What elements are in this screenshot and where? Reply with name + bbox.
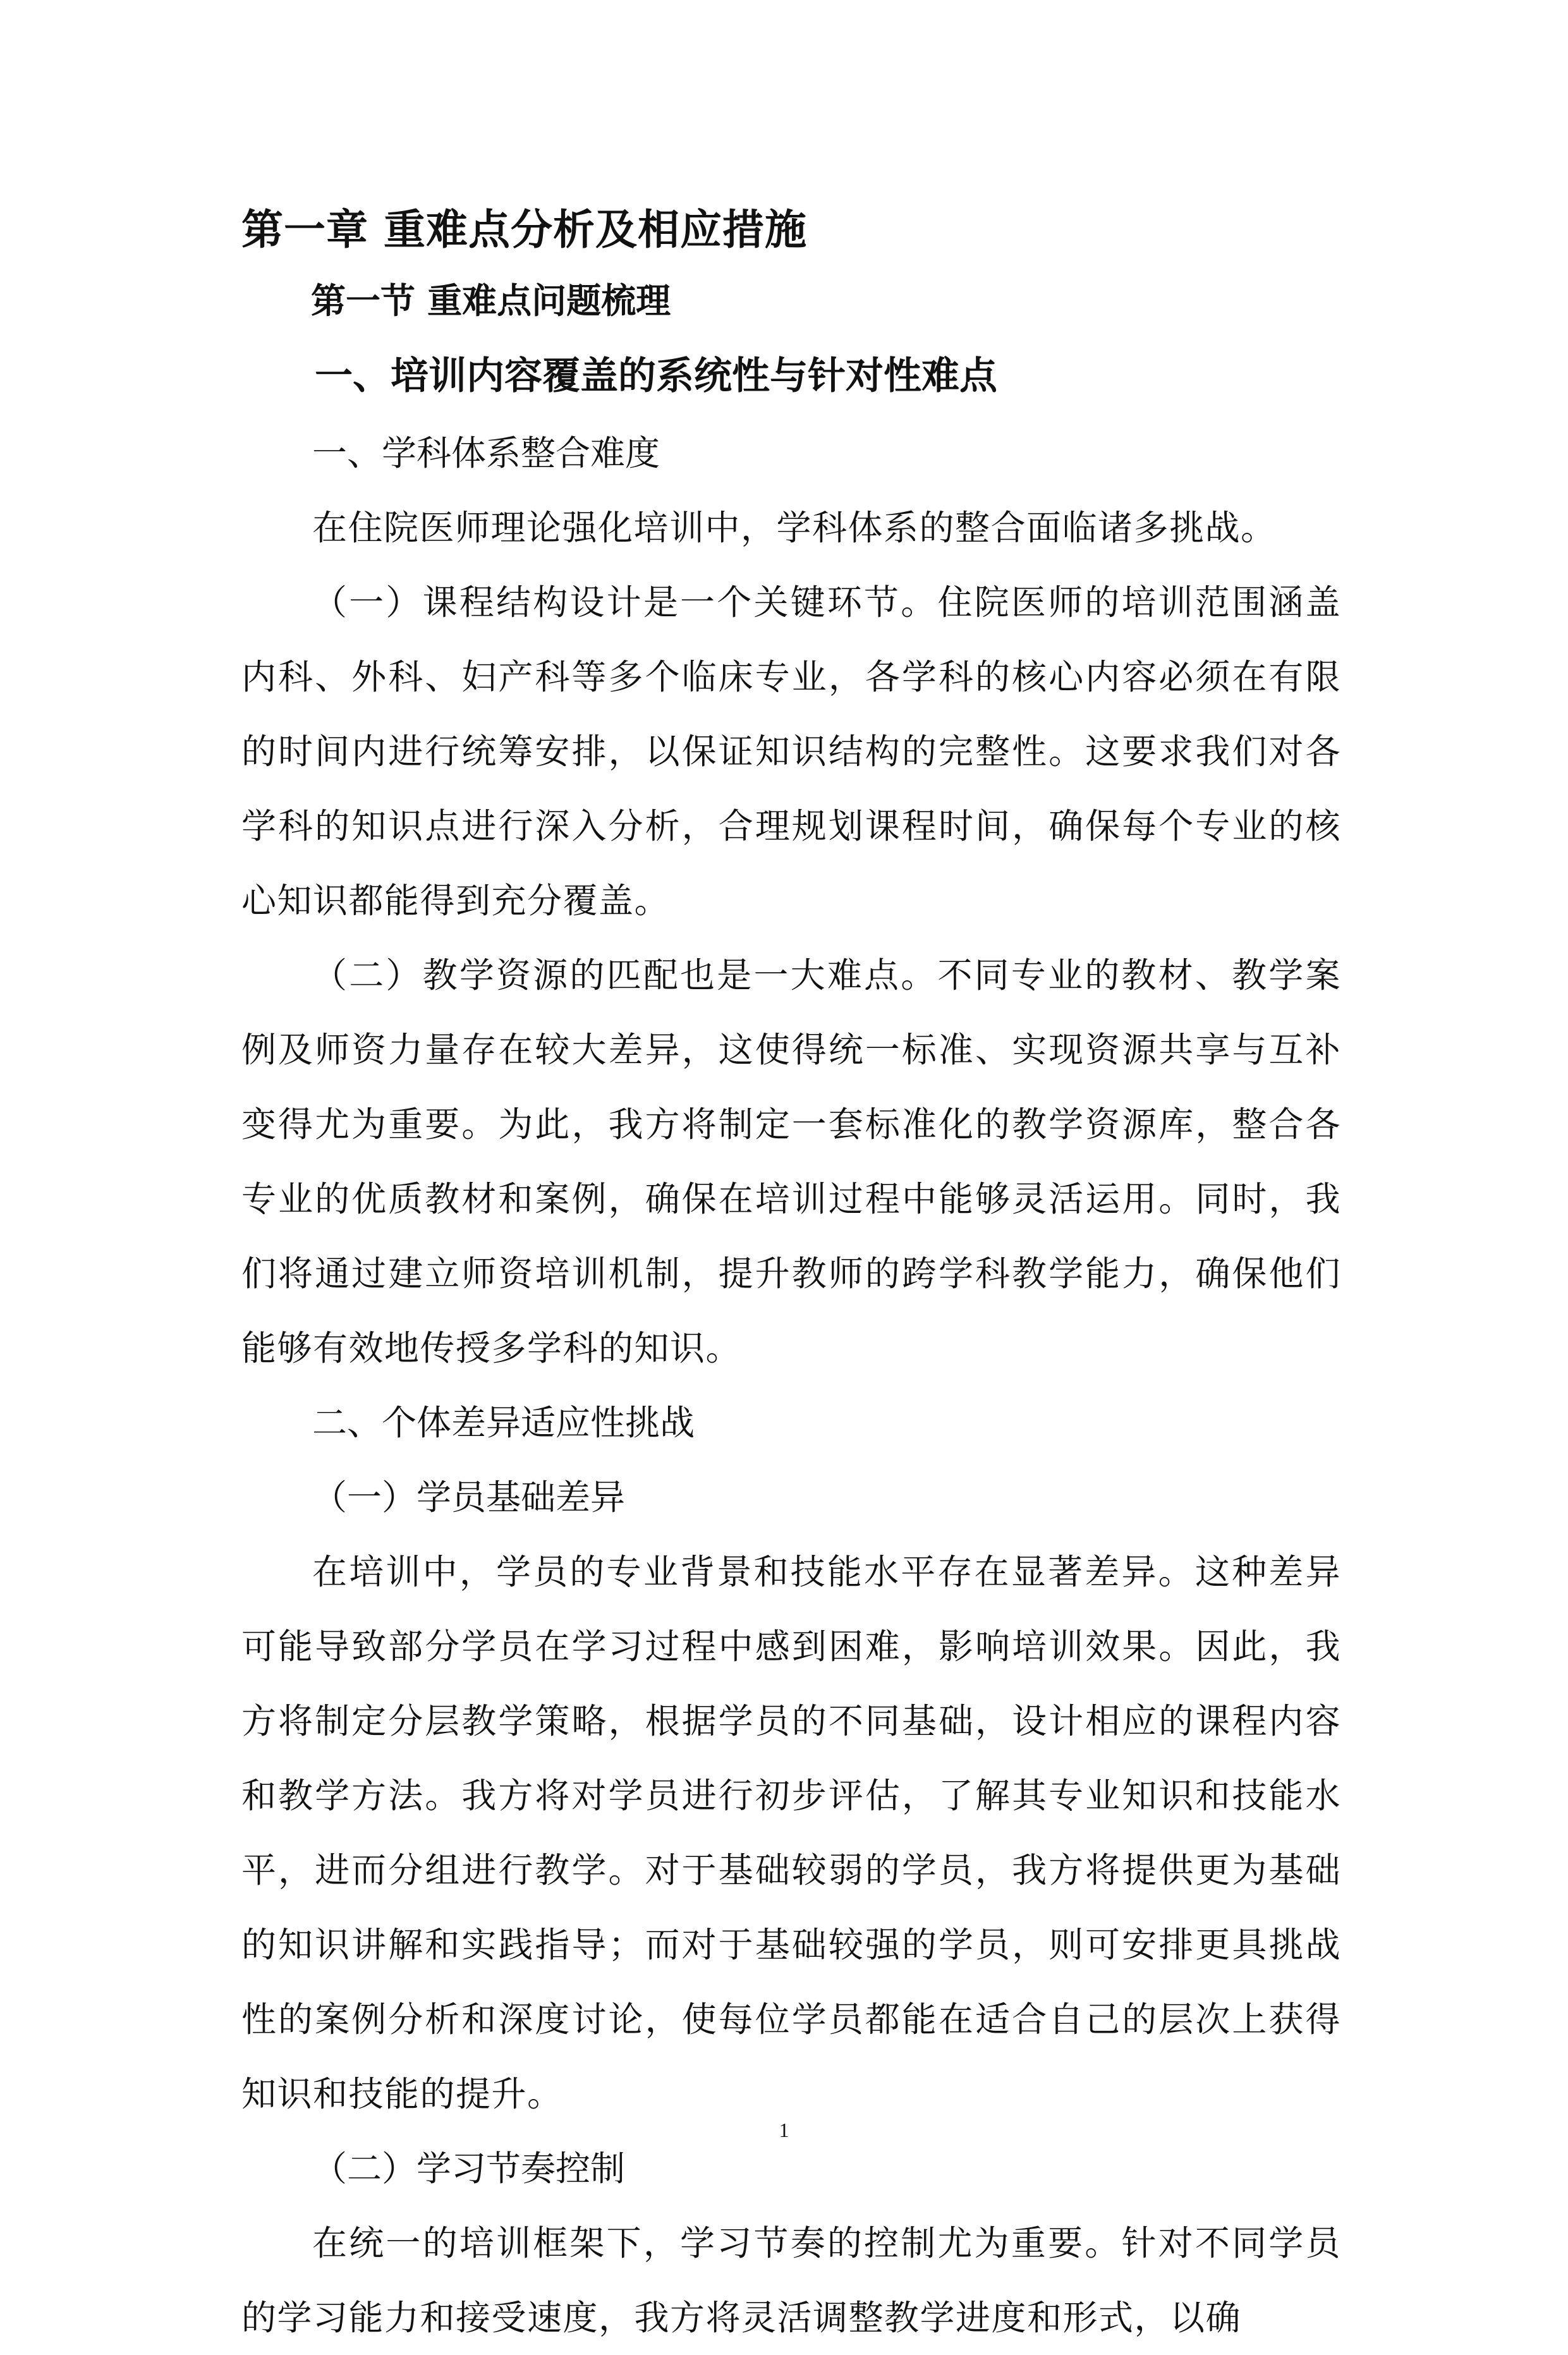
paragraph: （一）课程结构设计是一个关键环节。住院医师的培训范围涵盖内科、外科、妇产科等多个临床专业，各学科的核心内容必须在有限的时间内进行统筹安排，以保证知识结构的完整性。这要求我们对各学科的知识点进行深入分析，合理规划课程时间，确保每个专业的核心知识都能得到充分覆盖。	[241, 582, 1341, 921]
heading-learning-pace: （二）学习节奏控制	[312, 2148, 626, 2189]
document-body	[241, 195, 1341, 2355]
section-title: 第一节 重难点问题梳理	[311, 281, 671, 321]
page-number: 1	[779, 2119, 789, 2141]
chapter-title: 第一章 重难点分析及相应措施	[241, 205, 807, 254]
heading-discipline-integration: 一、学科体系整合难度	[312, 433, 660, 473]
heading-learner-basis: （一）学员基础差异	[312, 1477, 626, 1518]
paragraph: （二）教学资源的匹配也是一大难点。不同专业的教材、教学案例及师资力量存在较大差异，这使得统一标准、实现资源共享与互补变得尤为重要。为此，我方将制定一套标准化的教学资源库，整合各专业的优质教材和案例，确保在培训过程中能够灵活运用。同时，我们将通过建立师资培训机制，提升教师的跨学科教学能力，确保他们能够有效地传授多学科的知识。	[241, 955, 1341, 1368]
paragraph: 在统一的培训框架下，学习节奏的控制尤为重要。针对不同学员的学习能力和接受速度，我方将灵活调整教学进度和形式，以确	[241, 2223, 1341, 2338]
paragraph: 在培训中，学员的专业背景和技能水平存在显著差异。这种差异可能导致部分学员在学习过程中感到困难，影响培训效果。因此，我方将制定分层教学策略，根据学员的不同基础，设计相应的课程内容和教学方法。我方将对学员进行初步评估，了解其专业知识和技能水平，进而分组进行教学。对于基础较弱的学员，我方将提供更为基础的知识讲解和实践指导；而对于基础较强的学员，则可安排更具挑战性的案例分析和深度讨论，使每位学员都能在适合自己的层次上获得知识和技能的提升。	[241, 1552, 1341, 2114]
subsection-title: 一、培训内容覆盖的系统性与针对性难点	[315, 354, 997, 398]
heading-individual-differences: 二、个体差异适应性挑战	[312, 1403, 695, 1443]
paragraph: 在住院医师理论强化培训中，学科体系的整合面临诸多挑战。	[312, 508, 1277, 548]
